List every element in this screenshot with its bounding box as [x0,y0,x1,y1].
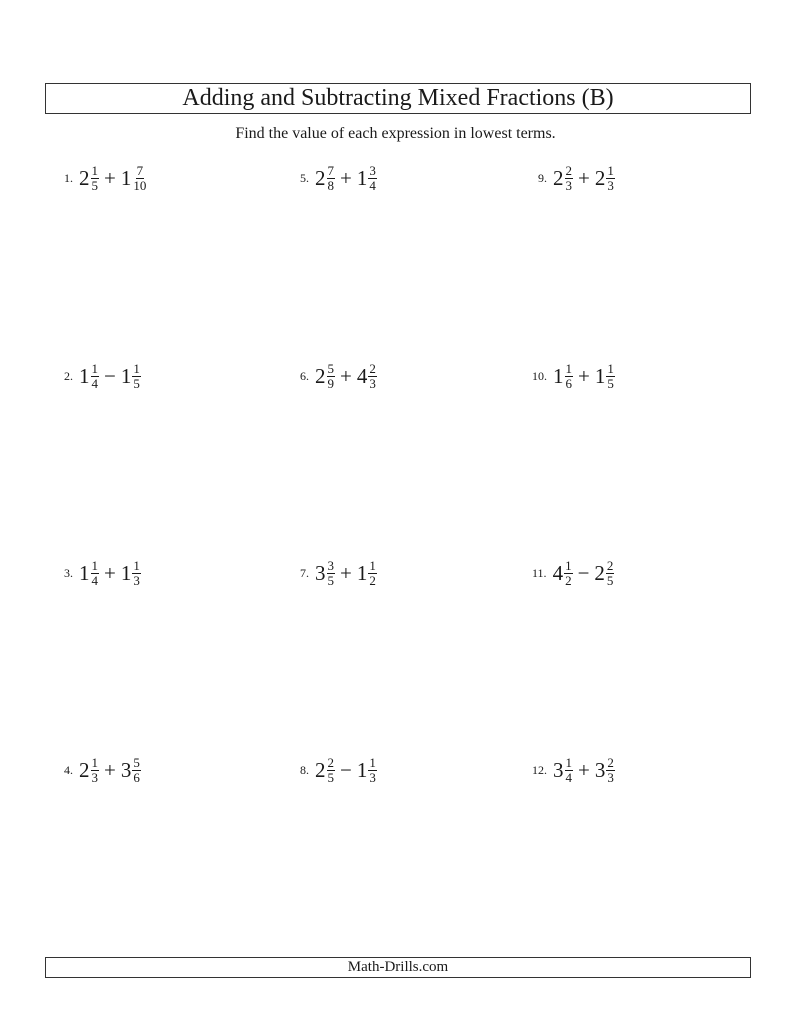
fraction [564,559,573,588]
whole-number: 1 [120,165,132,190]
denominator: 4 [91,572,98,588]
expression [553,756,615,785]
problem-3 [64,553,141,593]
operator: + [340,165,352,190]
whole-number: 3 [553,757,564,782]
whole-number: 1 [79,363,90,388]
expression [315,164,377,193]
fraction [606,559,615,588]
numerator: 3 [369,162,376,178]
denominator: 3 [133,572,140,588]
expression [553,164,615,193]
fraction [91,559,100,588]
numerator: 1 [91,754,98,770]
denominator: 5 [327,769,334,785]
denominator: 10 [133,177,147,193]
whole-number: 2 [315,757,326,782]
numerator: 7 [136,162,144,178]
fraction [606,756,615,785]
expression [79,756,141,785]
numerator: 1 [91,360,98,376]
problem-5 [300,158,377,198]
numerator: 3 [327,557,334,573]
problem-9 [538,158,615,198]
operator: + [578,363,590,388]
numerator: 1 [91,162,98,178]
instructions: Find the value of each expression in lowest terms. [235,125,556,142]
fraction [91,756,100,785]
whole-number: 1 [356,165,368,190]
problem-1 [64,158,147,198]
problem-number: 6. [300,368,309,383]
denominator: 3 [91,769,98,785]
footer: Math-Drills.com [45,957,751,978]
operator: − [577,560,590,585]
problem-number: 7. [300,565,309,580]
denominator: 6 [133,769,140,785]
fraction [606,164,615,193]
operator: + [578,757,590,782]
denominator: 2 [565,572,572,588]
operator: + [104,757,116,782]
numerator: 2 [327,754,334,770]
whole-number: 4 [356,363,368,388]
problem-number: 1. [64,170,73,185]
denominator: 3 [565,177,572,193]
fraction [327,164,336,193]
numerator: 1 [133,360,140,376]
numerator: 2 [606,557,614,573]
whole-number: 1 [356,757,368,782]
expression [79,362,141,391]
numerator: 1 [565,754,572,770]
whole-number: 2 [553,165,564,190]
fraction [327,559,336,588]
numerator: 1 [91,557,98,573]
problem-number: 12. [532,762,547,777]
problem-number: 5. [300,170,309,185]
denominator: 5 [133,375,140,391]
whole-number: 2 [594,165,606,190]
numerator: 1 [565,360,572,376]
numerator: 2 [565,162,572,178]
problem-number: 2. [64,368,73,383]
operator: − [340,757,352,782]
whole-number: 1 [120,363,132,388]
expression [79,164,147,193]
whole-number: 1 [594,363,606,388]
whole-number: 2 [79,165,90,190]
fraction [368,756,377,785]
expression [315,756,377,785]
fraction [132,559,141,588]
denominator: 6 [565,375,572,391]
problem-number: 8. [300,762,309,777]
numerator: 1 [369,754,376,770]
denominator: 5 [91,177,98,193]
denominator: 4 [369,177,376,193]
denominator: 5 [327,572,334,588]
fraction [368,164,377,193]
operator: + [104,560,116,585]
operator: + [340,560,352,585]
whole-number: 2 [315,363,326,388]
expression [553,559,615,588]
denominator: 3 [607,769,614,785]
problem-number: 10. [532,368,547,383]
denominator: 3 [607,177,614,193]
problem-11 [532,553,614,593]
problem-number: 9. [538,170,547,185]
denominator: 5 [606,572,614,588]
whole-number: 1 [79,560,90,585]
problem-4 [64,750,141,790]
fraction [327,362,336,391]
problem-number: 4. [64,762,73,777]
problem-8 [300,750,377,790]
fraction [132,164,147,193]
denominator: 3 [369,769,376,785]
numerator: 1 [133,557,140,573]
problem-2 [64,356,141,396]
denominator: 9 [327,375,334,391]
denominator: 8 [327,177,334,193]
numerator: 1 [607,360,614,376]
numerator: 7 [327,162,334,178]
fraction [327,756,336,785]
operator: − [104,363,116,388]
numerator: 1 [607,162,614,178]
problem-10 [532,356,615,396]
operator: + [340,363,352,388]
whole-number: 1 [553,363,564,388]
denominator: 2 [369,572,376,588]
numerator: 5 [133,754,140,770]
problem-number: 3. [64,565,73,580]
problem-12 [532,750,615,790]
denominator: 5 [607,375,614,391]
fraction [368,362,377,391]
denominator: 4 [565,769,572,785]
expression [79,559,141,588]
fraction [565,756,574,785]
whole-number: 1 [356,560,368,585]
fraction [565,362,574,391]
problem-number: 11. [532,565,547,580]
fraction [606,362,615,391]
whole-number: 3 [120,757,132,782]
denominator: 4 [91,375,98,391]
fraction [132,362,141,391]
fraction [132,756,141,785]
whole-number: 2 [594,560,605,585]
problem-6 [300,356,377,396]
whole-number: 4 [552,560,564,585]
worksheet-title: Adding and Subtracting Mixed Fractions (B) [45,83,751,114]
whole-number: 3 [315,560,326,585]
numerator: 2 [607,754,614,770]
numerator: 2 [369,360,376,376]
denominator: 3 [369,375,376,391]
operator: + [578,165,590,190]
fraction [368,559,377,588]
numerator: 1 [565,557,572,573]
numerator: 5 [327,360,334,376]
expression [315,362,377,391]
problem-7 [300,553,377,593]
expression [315,559,377,588]
expression [553,362,615,391]
whole-number: 3 [594,757,606,782]
operator: + [104,165,116,190]
whole-number: 1 [120,560,132,585]
fraction [91,164,100,193]
fraction [91,362,100,391]
fraction [565,164,574,193]
whole-number: 2 [315,165,326,190]
whole-number: 2 [79,757,90,782]
numerator: 1 [369,557,376,573]
